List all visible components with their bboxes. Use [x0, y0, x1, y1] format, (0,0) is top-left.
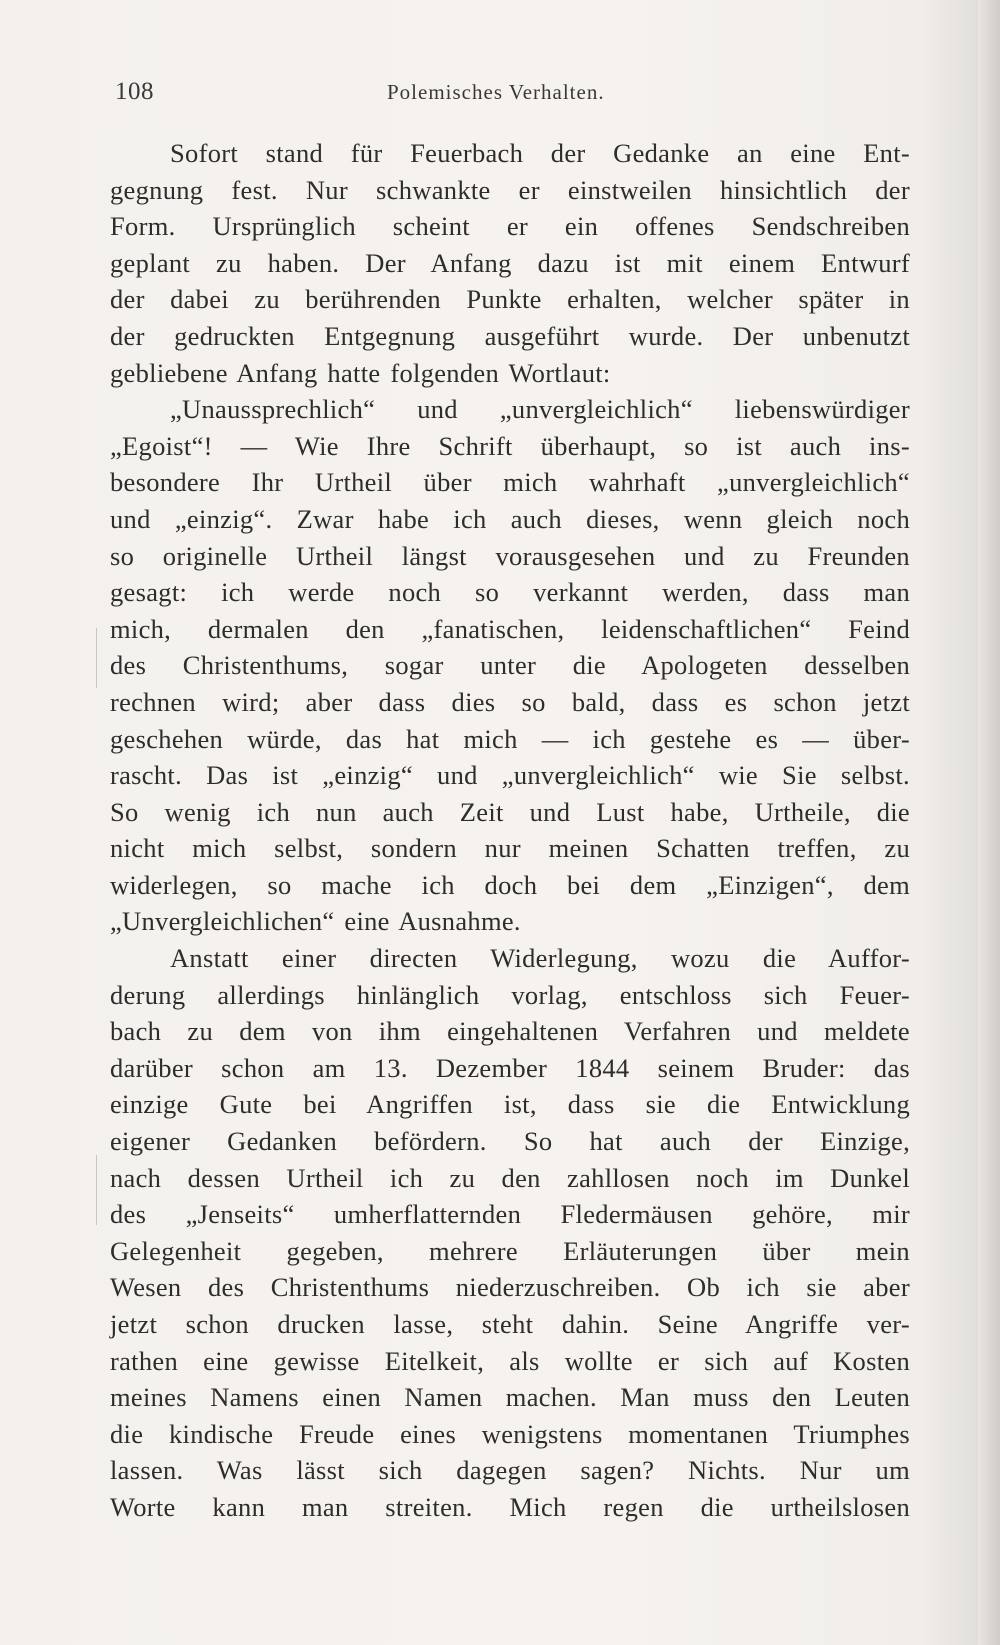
text-line: „Egoist“! — Wie Ihre Schrift überhaupt, so ist auch ins-: [110, 430, 910, 461]
text-line: „Unvergleichlichen“ eine Ausnahme.: [110, 906, 521, 937]
text-line: eigener Gedanken befördern. So hat auch der Einzige,: [110, 1126, 910, 1157]
text-line: darüber schon am 13. Dezember 1844 seinem Bruder: das: [110, 1052, 910, 1083]
text-line: rascht. Das ist „einzig“ und „unvergleichlich“ wie Sie selbst.: [110, 760, 910, 791]
text-line: nicht mich selbst, sondern nur meinen Schatten treffen, zu: [110, 833, 910, 864]
page-header: [115, 78, 910, 114]
running-title: Polemisches Verhalten.: [387, 80, 605, 104]
text-line: der gedruckten Entgegnung ausgeführt wurde. Der unbenutzt: [110, 320, 910, 351]
text-line: widerlegen, so mache ich doch bei dem „Einzigen“, dem: [110, 869, 910, 900]
text-line: Wesen des Christenthums niederzuschreiben. Ob ich sie aber: [110, 1272, 910, 1303]
text-line: gesagt: ich werde noch so verkannt werden, dass man: [110, 577, 910, 608]
text-line: Gelegenheit gegeben, mehrere Erläuterungen über mein: [110, 1235, 910, 1266]
text-line: „Unaussprechlich“ und „unvergleichlich“ liebenswürdiger: [170, 394, 910, 425]
text-line: die kindische Freude eines wenigstens momentanen Triumphes: [110, 1418, 910, 1449]
text-line: rechnen wird; aber dass dies so bald, dass es schon jetzt: [110, 686, 910, 717]
text-line: lassen. Was lässt sich dagegen sagen? Nichts. Nur um: [110, 1455, 910, 1486]
text-line: gebliebene Anfang hatte folgenden Wortlaut:: [110, 357, 611, 388]
text-line: rathen eine gewisse Eitelkeit, als wollte er sich auf Kosten: [110, 1345, 910, 1376]
text-line: geschehen würde, das hat mich — ich gestehe es — über-: [110, 723, 910, 754]
text-line: und „einzig“. Zwar habe ich auch dieses, wenn gleich noch: [110, 503, 910, 534]
text-line: des Christenthums, sogar unter die Apologeten desselben: [110, 650, 910, 681]
text-line: des „Jenseits“ umherflatternden Fledermäusen gehöre, mir: [110, 1199, 910, 1230]
text-line: Sofort stand für Feuerbach der Gedanke an eine Ent-: [170, 138, 910, 168]
text-line: besondere Ihr Urtheil über mich wahrhaft „unvergleichlich“: [110, 467, 910, 498]
text-line: einzige Gute bei Angriffen ist, dass sie die Entwicklung: [110, 1089, 910, 1120]
margin-mark: [96, 1155, 97, 1225]
text-line: Worte kann man streiten. Mich regen die urtheilslosen: [110, 1491, 910, 1522]
text-line: gegnung fest. Nur schwankte er einstweilen hinsichtlich der: [110, 174, 910, 205]
text-line: mich, dermalen den „fanatischen, leidenschaftlichen“ Feind: [110, 613, 910, 644]
margin-mark: [96, 628, 97, 688]
text-line: derung allerdings hinlänglich vorlag, entschloss sich Feuer-: [110, 979, 910, 1010]
text-line: bach zu dem von ihm eingehaltenen Verfahren und meldete: [110, 1016, 910, 1047]
text-line: Form. Ursprünglich scheint er ein offenes Sendschreiben: [110, 211, 910, 242]
text-line: So wenig ich nun auch Zeit und Lust habe, Urtheile, die: [110, 796, 910, 827]
text-line: Anstatt einer directen Widerlegung, wozu die Auffor-: [170, 943, 910, 974]
page-edge-shadow: [978, 0, 1000, 1645]
body-text: [110, 135, 910, 1526]
page-number: 108: [115, 78, 154, 105]
text-line: jetzt schon drucken lasse, steht dahin. Seine Angriffe ver-: [110, 1309, 910, 1339]
text-line: so originelle Urtheil längst vorausgesehen und zu Freunden: [110, 540, 910, 571]
text-line: nach dessen Urtheil ich zu den zahllosen noch im Dunkel: [110, 1162, 910, 1193]
text-line: geplant zu haben. Der Anfang dazu ist mit einem Entwurf: [110, 247, 910, 278]
text-line: der dabei zu berührenden Punkte erhalten, welcher später in: [110, 284, 910, 315]
text-line: meines Namens einen Namen machen. Man muss den Leuten: [110, 1382, 910, 1413]
